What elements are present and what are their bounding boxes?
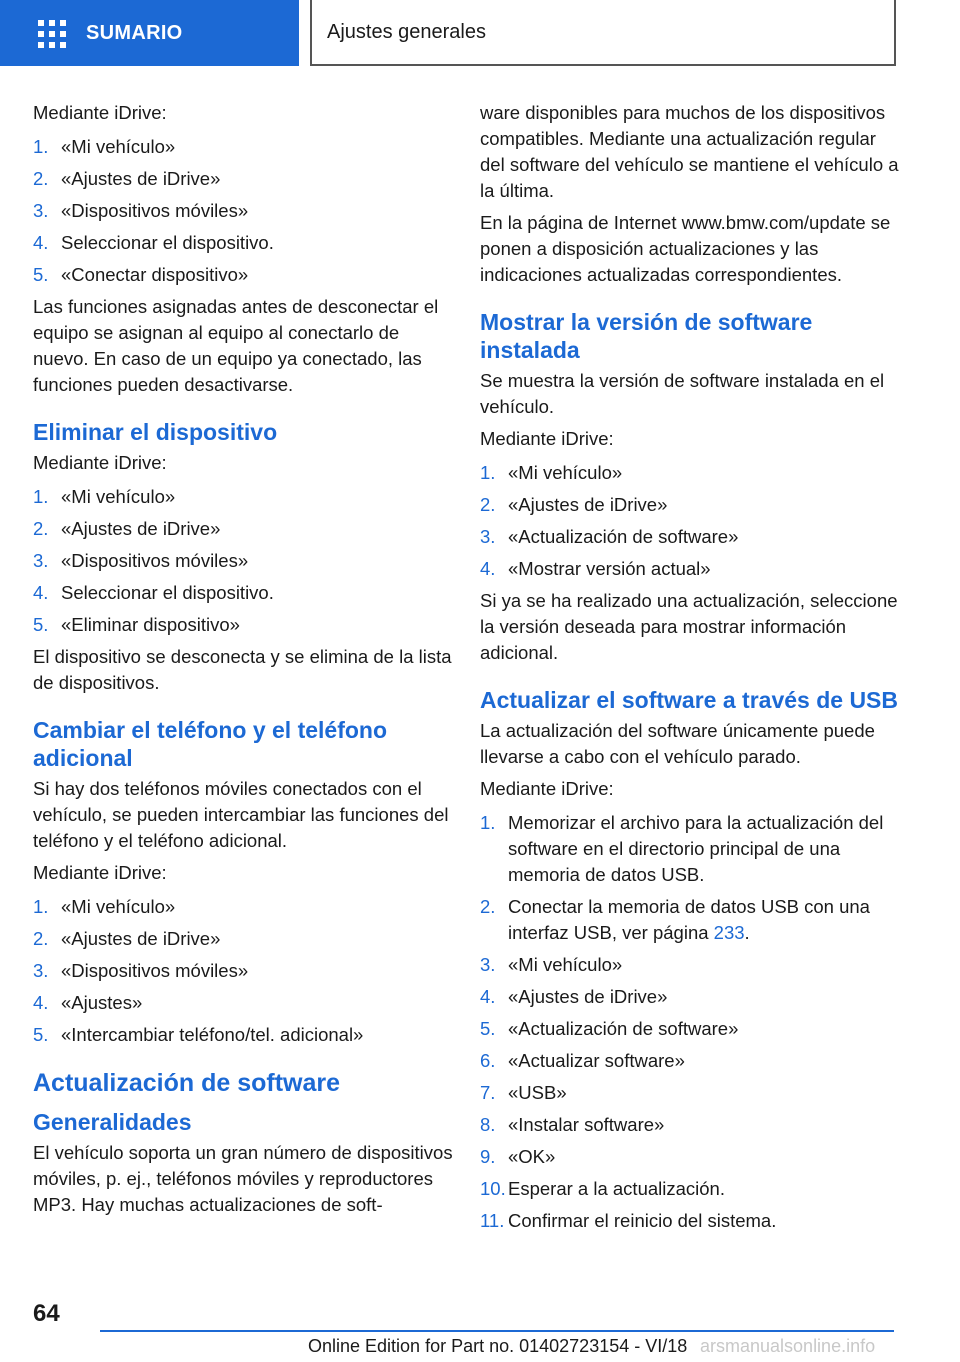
heading-mostrar: Mostrar la versión de software instalada — [480, 309, 813, 363]
sumario-button[interactable] — [0, 0, 299, 66]
step-number: 11. — [480, 1210, 505, 1231]
section-title: Ajustes generales — [327, 20, 486, 43]
paragraph-software-continued: ware disponibles para muchos de los dispositivos compatibles. Mediante una actualización regular del software del vehículo se mantiene el vehículo a la última. — [480, 102, 899, 201]
section-tab — [310, 0, 896, 66]
heading-generalidades: Generalidades — [33, 1109, 192, 1135]
paragraph-usb: La actualización del software únicamente puede llevarse a cabo con el vehículo parado. — [480, 720, 875, 767]
step-text: «Intercambiar teléfono/tel. adicional» — [61, 1024, 364, 1045]
step-text: Seleccionar el dispositivo. — [61, 232, 274, 253]
step-text: «Dispositivos móviles» — [61, 960, 249, 981]
step-number: 4. — [480, 986, 496, 1007]
step-text: «Ajustes de iDrive» — [61, 518, 221, 539]
step-text: «Actualización de software» — [508, 526, 739, 547]
right-column — [480, 100, 900, 1240]
step-text: Confirmar el reinicio del sistema. — [508, 1210, 777, 1231]
step-number: 5. — [480, 1018, 496, 1039]
step-text: «Mostrar versión actual» — [508, 558, 711, 579]
step-number: 4. — [33, 232, 49, 253]
step-text-main: Conectar la memoria de datos USB con una interfaz USB, ver página — [508, 896, 870, 943]
list-item — [480, 1144, 900, 1170]
list-item — [480, 984, 900, 1010]
list-item — [33, 548, 453, 574]
list-item — [480, 1112, 900, 1138]
list-item — [33, 134, 453, 160]
list-item — [33, 990, 453, 1016]
page-link[interactable]: 233 — [713, 922, 745, 943]
step-number: 2. — [480, 494, 496, 515]
step-number: 3. — [480, 526, 496, 547]
step-number: 3. — [33, 960, 49, 981]
paragraph-select-version: Si ya se ha realizado una actualización, seleccione la versión deseada para mostrar información adicional. — [480, 590, 898, 663]
list-item — [33, 580, 453, 606]
step-number: 8. — [480, 1114, 496, 1135]
step-number: 1. — [33, 896, 49, 917]
step-text: «Mi vehículo» — [61, 896, 176, 917]
step-number: 5. — [33, 1024, 49, 1045]
list-item — [480, 1208, 900, 1234]
list-item — [480, 894, 900, 946]
steps-show-version — [480, 460, 900, 582]
step-number: 3. — [33, 200, 49, 221]
steps-connect — [33, 134, 453, 288]
step-number: 2. — [480, 896, 496, 917]
step-text: «Ajustes de iDrive» — [508, 494, 668, 515]
step-text: «Ajustes» — [61, 992, 143, 1013]
list-item — [480, 1016, 900, 1042]
page-number: 64 — [33, 1300, 60, 1327]
step-text: «Mi vehículo» — [61, 486, 176, 507]
step-number: 1. — [33, 486, 49, 507]
step-number: 6. — [480, 1050, 496, 1071]
steps-swap — [33, 894, 453, 1048]
step-number: 2. — [33, 928, 49, 949]
list-item — [33, 230, 453, 256]
list-item — [33, 958, 453, 984]
step-text: «Ajustes de iDrive» — [61, 168, 221, 189]
list-item — [33, 926, 453, 952]
intro-text: Mediante iDrive: — [33, 452, 167, 473]
heading-cambiar: Cambiar el teléfono y el teléfono adicional — [33, 717, 388, 771]
list-item — [480, 556, 900, 582]
list-item — [33, 1022, 453, 1048]
step-text: «Actualizar software» — [508, 1050, 685, 1071]
list-item — [480, 492, 900, 518]
intro-text: Mediante iDrive: — [33, 102, 167, 123]
footer-watermark: arsmanualsonline.info — [700, 1336, 876, 1356]
list-item — [480, 1048, 900, 1074]
step-number: 9. — [480, 1146, 496, 1167]
paragraph-version: Se muestra la versión de software instalada en el vehículo. — [480, 370, 885, 417]
grid-menu-icon — [38, 20, 66, 46]
step-text: «USB» — [508, 1082, 567, 1103]
list-item — [480, 1080, 900, 1106]
list-item — [33, 894, 453, 920]
step-number: 3. — [480, 954, 496, 975]
step-text: «Mi vehículo» — [61, 136, 176, 157]
step-number: 4. — [33, 582, 49, 603]
step-number: 3. — [33, 550, 49, 571]
heading-actualizacion: Actualización de software — [33, 1069, 341, 1097]
list-item — [480, 1176, 900, 1202]
footer-divider — [100, 1330, 894, 1332]
step-number: 2. — [33, 168, 49, 189]
intro-text: Mediante iDrive: — [480, 778, 614, 799]
step-text-end: . — [744, 922, 750, 943]
list-item — [480, 810, 900, 888]
step-text: «Mi vehículo» — [508, 462, 623, 483]
list-item — [480, 460, 900, 486]
step-number: 10. — [480, 1178, 506, 1199]
step-text: «Dispositivos móviles» — [61, 200, 249, 221]
step-text: «Conectar dispositivo» — [61, 264, 249, 285]
list-item — [480, 524, 900, 550]
paragraph-internet: En la página de Internet www.bmw.com/update se ponen a disposición actualizaciones y las indicaciones actualizadas correspondientes. — [480, 212, 891, 285]
page-header — [0, 0, 960, 66]
steps-usb-update — [480, 810, 900, 946]
step-text: «Ajustes de iDrive» — [61, 928, 221, 949]
step-text: «Ajustes de iDrive» — [508, 986, 668, 1007]
list-item — [33, 262, 453, 288]
step-number: 4. — [33, 992, 49, 1013]
step-text: «Mi vehículo» — [508, 954, 623, 975]
steps-delete — [33, 484, 453, 638]
intro-text: Mediante iDrive: — [480, 428, 614, 449]
step-text: Esperar a la actualización. — [508, 1178, 725, 1199]
paragraph-delete: El dispositivo se desconecta y se elimina de la lista de dispositivos. — [33, 646, 452, 693]
list-item — [33, 516, 453, 542]
step-text: Seleccionar el dispositivo. — [61, 582, 274, 603]
footer-edition: Online Edition for Part no. 01402723154 - VI/18 — [308, 1336, 688, 1356]
step-number: 5. — [33, 614, 49, 635]
intro-text: Mediante iDrive: — [33, 862, 167, 883]
step-number: 1. — [480, 462, 496, 483]
heading-eliminar: Eliminar el dispositivo — [33, 419, 278, 445]
paragraph-swap: Si hay dos teléfonos móviles conectados con el vehículo, se pueden intercambiar las funciones del teléfono y el teléfono adicional. — [33, 778, 449, 851]
list-item — [33, 166, 453, 192]
step-text: «Actualización de software» — [508, 1018, 739, 1039]
step-number: 2. — [33, 518, 49, 539]
step-text: «Eliminar dispositivo» — [61, 614, 240, 635]
step-text: «Instalar software» — [508, 1114, 665, 1135]
sumario-label: SUMARIO — [86, 21, 183, 44]
left-column — [33, 100, 453, 1224]
step-number: 1. — [33, 136, 49, 157]
heading-usb: Actualizar el software a través de USB — [480, 687, 898, 713]
steps-usb-update-cont — [480, 952, 900, 1234]
step-number: 7. — [480, 1082, 496, 1103]
list-item — [33, 198, 453, 224]
step-text: «Dispositivos móviles» — [61, 550, 249, 571]
step-number: 1. — [480, 812, 496, 833]
list-item — [33, 612, 453, 638]
list-item — [480, 952, 900, 978]
step-number: 5. — [33, 264, 49, 285]
list-item — [33, 484, 453, 510]
step-text: «OK» — [508, 1146, 556, 1167]
step-number: 4. — [480, 558, 496, 579]
paragraph-general: El vehículo soporta un gran número de dispositivos móviles, p. ej., teléfonos móviles y reproductores MP3. Hay muchas actualizaciones de soft- — [33, 1142, 453, 1215]
paragraph-functions: Las funciones asignadas antes de desconectar el equipo se asignan al equipo al conectarlo de nuevo. En caso de un equipo ya conectado, las funciones pueden desactivarse. — [33, 296, 439, 395]
step-text: Memorizar el archivo para la actualización del software en el directorio principal de una memoria de datos USB. — [508, 812, 884, 885]
step-text — [508, 894, 900, 946]
